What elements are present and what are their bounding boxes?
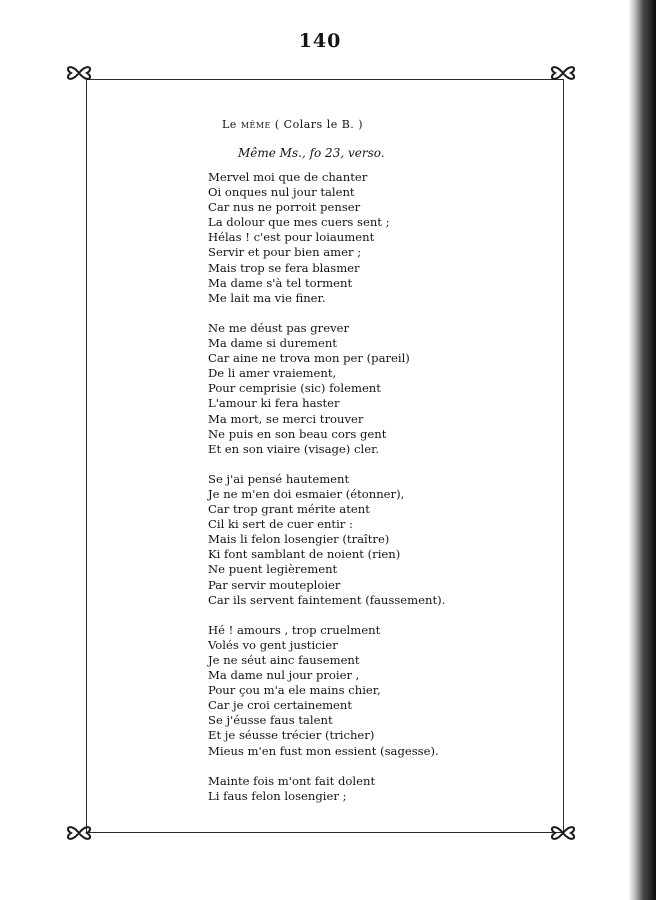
poem-line: La dolour que mes cuers sent ; (208, 215, 390, 230)
poem-line: Mainte fois m'ont fait dolent (208, 773, 376, 788)
poem-line: De li amer vraiement, (208, 366, 337, 381)
page-number: 140 (298, 30, 342, 52)
heading-smallcaps: même (240, 118, 271, 131)
stanza-gap (208, 608, 508, 623)
poem-line: Ki font samblant de noient (rien) (208, 547, 401, 562)
poem-line: Se j'ai pensé hautement (208, 471, 350, 486)
poem-line: Mieus m'en fust mon essient (sagesse). (208, 743, 439, 758)
poem-line: Servir et pour bien amer ; (208, 245, 362, 260)
corner-ornament-icon (550, 820, 576, 846)
poem-line: Se j'éusse faus talent (208, 713, 333, 728)
poem-line: Ne puis en son beau cors gent (208, 426, 387, 441)
poem-line: Par servir mouteploier (208, 577, 341, 592)
poem-body (208, 170, 508, 804)
poem-line: Car aine ne trova mon per (pareil) (208, 351, 410, 366)
poem-line: Ne puent legièrement (208, 562, 338, 577)
poem-line: Me lait ma vie finer. (208, 290, 326, 305)
book-spine-shadow (628, 0, 656, 900)
poem-line: Pour cemprisie (sic) folement (208, 381, 381, 396)
poem-line: Ma dame si durement (208, 336, 337, 351)
stanza-gap (208, 457, 508, 472)
poem-line: Car ils servent faintement (faussement). (208, 592, 446, 607)
poem-line: Mervel moi que de chanter (208, 170, 368, 184)
corner-ornament-icon (66, 60, 92, 86)
heading-prefix: Le (222, 118, 237, 131)
poem-line: Ma dame s'à tel torment (208, 275, 353, 290)
poem-line: Et je séusse trécier (tricher) (208, 728, 375, 743)
poem-heading (222, 118, 402, 131)
poem-line: Je ne m'en doi esmaier (étonner), (208, 486, 405, 501)
poem-line: Je ne séut ainc fausement (208, 653, 360, 667)
poem-line: Mais li felon losengier (traître) (208, 532, 390, 547)
stanza-gap (208, 759, 508, 774)
poem-line: Hélas ! c'est pour loiaument (208, 230, 375, 245)
poem-line: Volés vo gent justicier (208, 637, 338, 652)
poem-line: Mais trop se fera blasmer (208, 260, 360, 275)
corner-ornament-icon (550, 60, 576, 86)
poem-line: Et en son viaire (visage) cler. (208, 441, 380, 456)
poem-line: Li faus felon losengier ; (208, 788, 347, 803)
poem-line: Ne me déust pas grever (208, 320, 350, 335)
poem-line: Pour çou m'a ele mains chier, (208, 683, 381, 698)
poem-line: Oi onques nul jour talent (208, 185, 355, 200)
source-reference: Même Ms., fo 23, verso. (238, 146, 385, 160)
poem-line: Hé ! amours , trop cruelment (208, 622, 381, 637)
poem-line: Car nus ne porroit penser (208, 200, 361, 215)
corner-ornament-icon (66, 820, 92, 846)
heading-author: ( Colars le B. ) (274, 118, 364, 131)
poem-line: Ma dame nul jour proier , (208, 668, 360, 683)
poem-line: Car je croi certainement (208, 698, 353, 713)
poem-line: Car trop grant mérite atent (208, 502, 370, 517)
poem-line: L'amour ki fera haster (208, 396, 340, 411)
poem-line: Ma mort, se merci trouver (208, 411, 364, 426)
stanza-gap (208, 306, 508, 321)
poem-line: Cil ki sert de cuer entir : (208, 517, 353, 532)
